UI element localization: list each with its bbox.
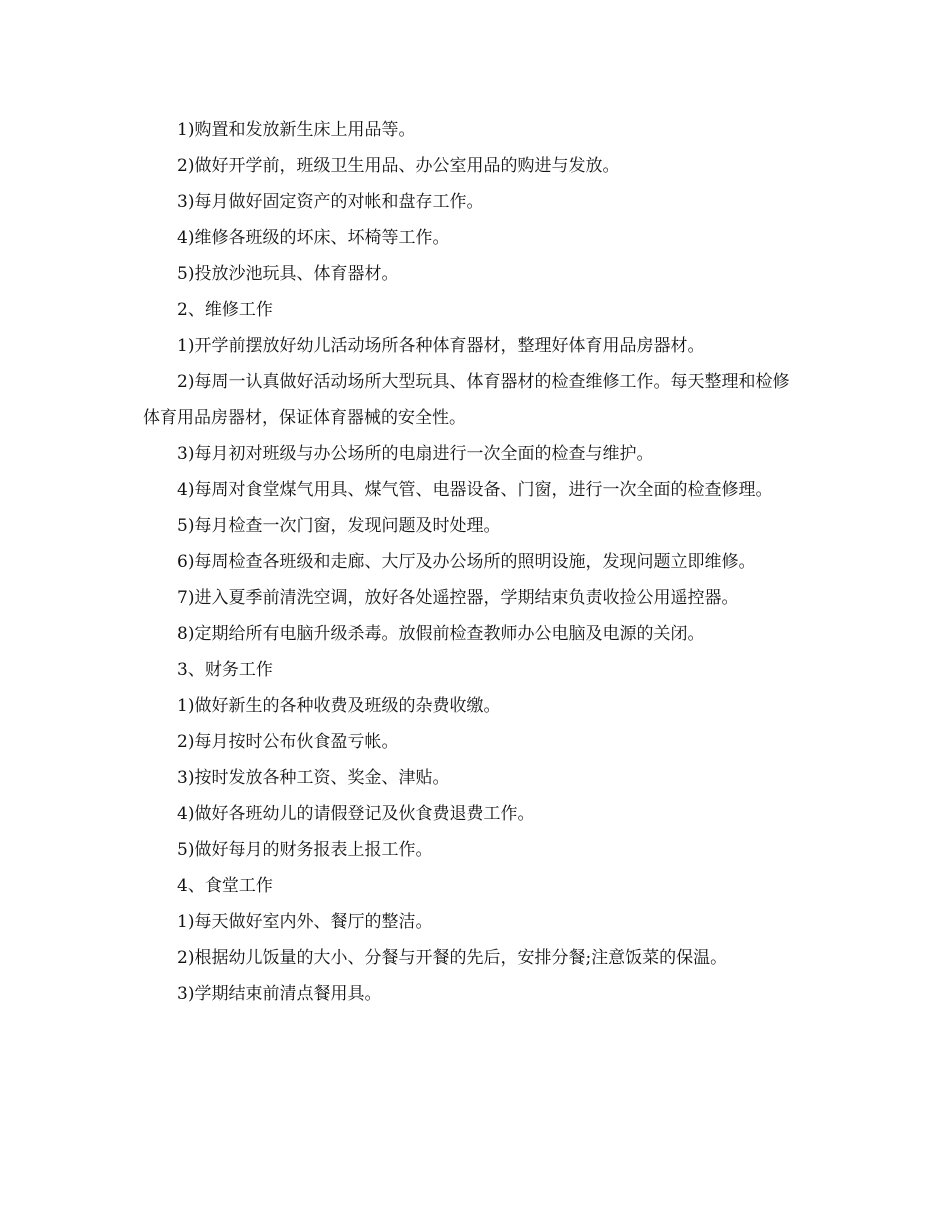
paragraph: 5)投放沙池玩具、体育器材。 [177, 264, 399, 284]
paragraph: 5)每月检查一次门窗，发现问题及时处理。 [177, 516, 501, 536]
paragraph: 4)每周对食堂煤气用具、煤气管、电器设备、门窗，进行一次全面的检查修理。 [177, 480, 773, 500]
section-heading: 2、维修工作 [177, 300, 273, 320]
section-heading: 4、食堂工作 [177, 876, 273, 896]
paragraph: 8)定期给所有电脑升级杀毒。放假前检查教师办公电脑及电源的关闭。 [177, 624, 705, 644]
paragraph: 3)学期结束前清点餐用具。 [177, 984, 382, 1004]
paragraph: 5)做好每月的财务报表上报工作。 [177, 840, 433, 860]
paragraph: 1)每天做好室内外、餐厅的整洁。 [177, 912, 433, 932]
paragraph: 3)每月做好固定资产的对帐和盘存工作。 [177, 192, 484, 212]
paragraph: 3)每月初对班级与办公场所的电扇进行一次全面的检查与维护。 [177, 444, 654, 464]
paragraph: 1)做好新生的各种收费及班级的杂费收缴。 [177, 696, 501, 716]
paragraph: 3)按时发放各种工资、奖金、津贴。 [177, 768, 450, 788]
paragraph: 2)做好开学前，班级卫生用品、办公室用品的购进与发放。 [177, 156, 620, 176]
paragraph: 6)每周检查各班级和走廊、大厅及办公场所的照明设施，发现问题立即维修。 [177, 552, 756, 572]
paragraph: 1)开学前摆放好幼儿活动场所各种体育器材，整理好体育用品房器材。 [177, 336, 705, 356]
paragraph: 4)维修各班级的坏床、坏椅等工作。 [177, 228, 450, 248]
paragraph: 2)每月按时公布伙食盈亏帐。 [177, 732, 399, 752]
section-heading: 3、财务工作 [177, 660, 273, 680]
paragraph: 4)做好各班幼儿的请假登记及伙食费退费工作。 [177, 804, 535, 824]
document-body [143, 112, 805, 1012]
paragraph: 2)每周一认真做好活动场所大型玩具、体育器材的检查维修工作。每天整理和检修体育用品房器材，保证体育器械的安全性。 [143, 372, 790, 428]
paragraph: 7)进入夏季前清洗空调，放好各处遥控器，学期结束负责收捡公用遥控器。 [177, 588, 739, 608]
paragraph: 1)购置和发放新生床上用品等。 [177, 120, 416, 140]
paragraph: 2)根据幼儿饭量的大小、分餐与开餐的先后，安排分餐;注意饭菜的保温。 [177, 948, 728, 968]
